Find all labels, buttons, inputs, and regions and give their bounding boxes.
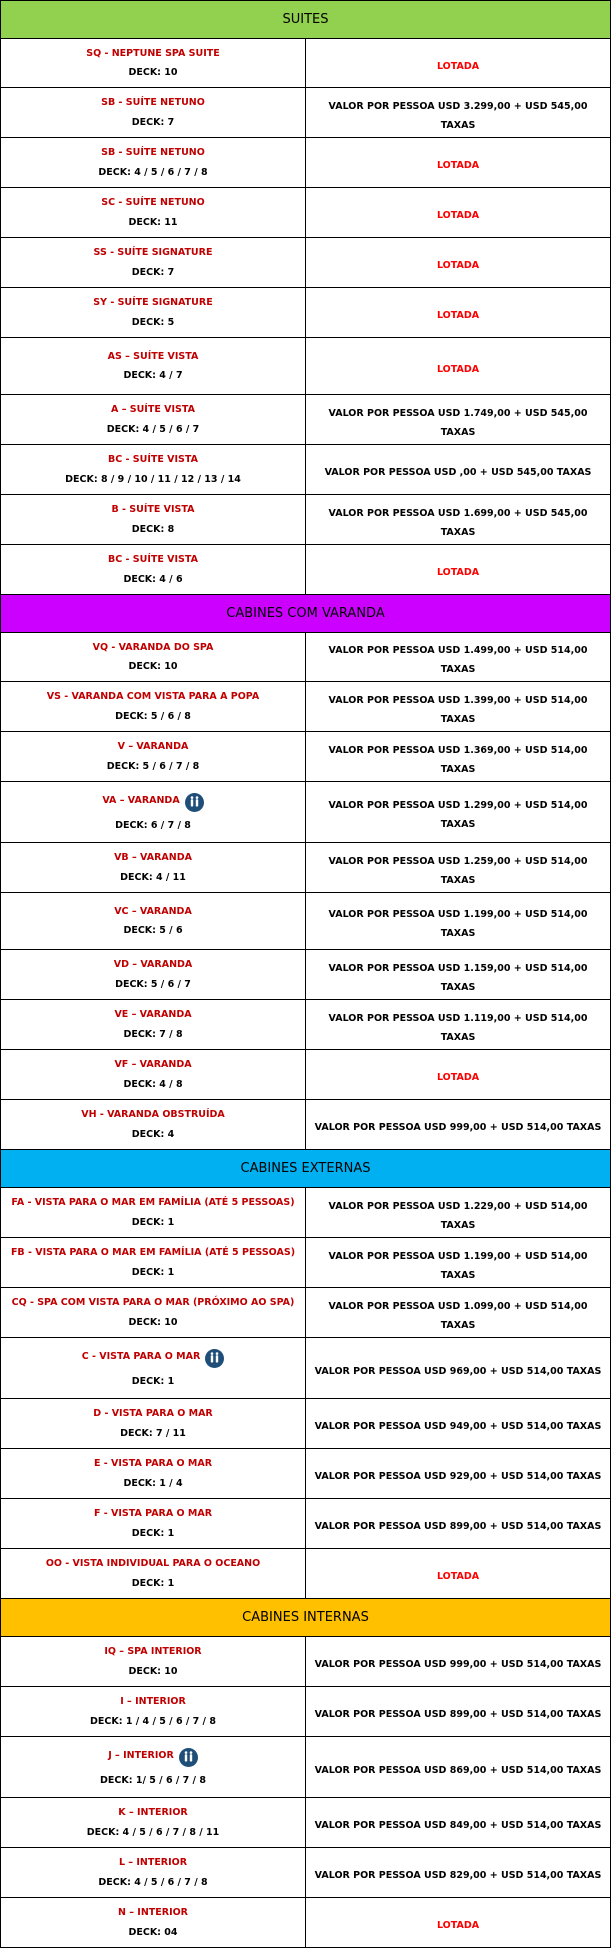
cabin-deck: DECK: 4 — [131, 1128, 175, 1140]
cabin-category-name: C - VISTA PARA O MAR — [81, 1350, 201, 1362]
cabin-category-line — [5, 1109, 301, 1120]
cabin-category-line — [5, 1748, 301, 1767]
table-row — [1, 1050, 611, 1100]
table-row — [1, 1100, 611, 1150]
cabin-category-name: FA - VISTA PARA O MAR EM FAMÍLIA (ATÉ 5 PESSOAS) — [11, 1197, 295, 1209]
cabin-deck: DECK: 7 / 8 — [123, 1028, 183, 1040]
price-per-person: VALOR POR PESSOA USD 949,00 + USD 514,00 TAXAS — [314, 1421, 602, 1432]
cabin-category-name: VB – VARANDA — [114, 852, 192, 864]
cabin-category-name: J – INTERIOR — [108, 1749, 174, 1761]
cabin-name-cell — [1, 950, 306, 1000]
cabin-deck: DECK: 1 — [131, 1266, 175, 1278]
table-row — [1, 138, 611, 188]
cabin-category-name: D - VISTA PARA O MAR — [93, 1408, 213, 1420]
cabin-name-cell — [1, 1549, 306, 1599]
table-row — [1, 1338, 611, 1399]
cabin-deck: DECK: 4 / 5 / 6 / 7 / 8 — [98, 1876, 208, 1888]
cabin-name-cell — [1, 782, 306, 843]
cabin-category-line — [5, 1247, 301, 1258]
cabin-price-cell — [306, 88, 611, 138]
accessible-cabin-icon — [185, 793, 204, 812]
price-per-person: VALOR POR PESSOA USD 3.299,00 + USD 545,00 TAXAS — [328, 100, 588, 131]
cabin-category-line — [5, 1458, 301, 1469]
cabin-category-name: SB - SUÍTE NETUNO — [101, 97, 205, 109]
cabin-price-cell — [306, 950, 611, 1000]
cabin-category-name: FB - VISTA PARA O MAR EM FAMÍLIA (ATÉ 5 PESSOAS) — [10, 1247, 296, 1259]
cabin-name-cell — [1, 1898, 306, 1948]
cabin-price-cell — [306, 1737, 611, 1798]
cabin-name-cell — [1, 39, 306, 88]
cabin-price-cell — [306, 495, 611, 545]
cabin-name-cell — [1, 188, 306, 238]
price-per-person: VALOR POR PESSOA USD 1.229,00 + USD 514,00 TAXAS — [328, 1200, 588, 1231]
sold-out-label: LOTADA — [436, 210, 480, 221]
accessible-cabin-icon — [205, 1349, 224, 1368]
cabin-name-cell — [1, 545, 306, 595]
cabin-category-name: SS - SUÍTE SIGNATURE — [93, 247, 213, 259]
cabin-category-name: OO - VISTA INDIVIDUAL PARA O OCEANO — [45, 1558, 261, 1570]
cabin-name-cell — [1, 1848, 306, 1898]
sold-out-label: LOTADA — [436, 363, 480, 375]
cabin-deck: DECK: 04 — [128, 1926, 178, 1938]
table-row — [1, 1898, 611, 1948]
price-per-person: VALOR POR PESSOA USD 1.259,00 + USD 514,00 TAXAS — [328, 855, 588, 886]
cabin-category-name: CQ - SPA COM VISTA PARA O MAR (PRÓXIMO AO SPA) — [11, 1297, 295, 1309]
cabin-price-cell — [306, 1050, 611, 1100]
cabin-category-line — [5, 297, 301, 308]
cabin-deck: DECK: 7 / 11 — [120, 1427, 186, 1439]
cabin-price-cell — [306, 1499, 611, 1549]
cabin-name-cell — [1, 288, 306, 338]
cabin-deck: DECK: 10 — [128, 1316, 178, 1328]
table-row — [1, 1399, 611, 1449]
cabin-category-line — [5, 48, 301, 59]
cabin-category-name: SB - SUÍTE NETUNO — [101, 147, 205, 159]
cabin-category-line — [5, 454, 301, 465]
table-row — [1, 39, 611, 88]
cabin-category-line — [5, 1558, 301, 1569]
table-row — [1, 1848, 611, 1898]
table-row — [1, 1238, 611, 1288]
cabin-price-cell — [306, 1288, 611, 1338]
price-per-person: VALOR POR PESSOA USD 1.749,00 + USD 545,00 TAXAS — [328, 407, 588, 438]
cabin-category-name: B - SUÍTE VISTA — [111, 504, 195, 516]
cabin-price-cell — [306, 1848, 611, 1898]
accessible-cabin-icon — [179, 1748, 198, 1767]
cabin-deck: DECK: 10 — [128, 661, 178, 672]
table-row — [1, 1499, 611, 1549]
cabin-deck: DECK: 11 — [128, 216, 178, 228]
table-row — [1, 782, 611, 843]
cabin-price-cell — [306, 1100, 611, 1150]
cabin-deck: DECK: 5 / 6 / 7 — [115, 978, 191, 990]
price-per-person: VALOR POR PESSOA USD 1.199,00 + USD 514,00 TAXAS — [328, 909, 588, 939]
table-row — [1, 1737, 611, 1798]
cabin-price-cell — [306, 1549, 611, 1599]
cabin-name-cell — [1, 843, 306, 893]
sold-out-label: LOTADA — [436, 310, 480, 321]
cabin-price-cell — [306, 1188, 611, 1238]
cabin-price-cell — [306, 138, 611, 188]
cabin-price-cell — [306, 338, 611, 395]
price-per-person: VALOR POR PESSOA USD 1.369,00 + USD 514,00 TAXAS — [328, 744, 588, 775]
cabin-category-line — [5, 554, 301, 565]
cabin-category-line — [5, 906, 301, 917]
table-row — [1, 1798, 611, 1848]
cabin-name-cell — [1, 1288, 306, 1338]
sold-out-label: LOTADA — [436, 1920, 480, 1931]
cabin-name-cell — [1, 395, 306, 445]
cabin-category-line — [5, 1907, 301, 1918]
cabin-price-cell — [306, 1338, 611, 1399]
cabin-deck: DECK: 1 — [131, 1577, 175, 1589]
cabin-category-line — [5, 741, 301, 752]
price-per-person: VALOR POR PESSOA USD 1.159,00 + USD 514,00 TAXAS — [328, 962, 588, 993]
price-per-person: VALOR POR PESSOA USD 869,00 + USD 514,00 TAXAS — [314, 1764, 602, 1776]
cabin-category-name: VC – VARANDA — [114, 905, 192, 917]
section-header-row — [1, 595, 611, 633]
cabin-category-name: VA – VARANDA — [102, 794, 180, 806]
table-row — [1, 1637, 611, 1687]
cabin-name-cell — [1, 1399, 306, 1449]
cabin-deck: DECK: 5 — [131, 316, 175, 328]
cabin-price-cell — [306, 1798, 611, 1848]
cabin-name-cell — [1, 1499, 306, 1549]
cabin-name-cell — [1, 1050, 306, 1100]
sold-out-label: LOTADA — [436, 60, 480, 72]
price-per-person: VALOR POR PESSOA USD 1.399,00 + USD 514,00 TAXAS — [328, 694, 588, 725]
price-per-person: VALOR POR PESSOA USD 829,00 + USD 514,00 TAXAS — [314, 1870, 602, 1881]
cabin-deck: DECK: 10 — [128, 1665, 178, 1677]
table-row — [1, 633, 611, 682]
cabin-category-line — [5, 1508, 301, 1519]
table-row — [1, 545, 611, 595]
section-title: CABINES COM VARANDA — [1, 595, 611, 633]
cabin-category-line — [5, 504, 301, 515]
table-row — [1, 288, 611, 338]
cabin-name-cell — [1, 1737, 306, 1798]
cabin-category-line — [5, 1408, 301, 1419]
cabin-category-line — [5, 1009, 301, 1020]
cabin-name-cell — [1, 682, 306, 732]
cabin-deck: DECK: 4 / 6 — [123, 573, 183, 585]
cabin-deck: DECK: 5 / 6 / 7 / 8 — [106, 760, 200, 772]
cabin-category-line — [5, 147, 301, 158]
price-per-person: VALOR POR PESSOA USD 969,00 + USD 514,00 TAXAS — [314, 1365, 602, 1377]
sold-out-label: LOTADA — [436, 260, 480, 271]
table-row — [1, 395, 611, 445]
cabin-price-cell — [306, 1238, 611, 1288]
cabin-category-line — [5, 351, 301, 362]
cabin-category-name: AS – SUÍTE VISTA — [107, 350, 199, 362]
price-per-person: VALOR POR PESSOA USD ,00 + USD 545,00 TAXAS — [324, 467, 592, 478]
cabin-category-line — [5, 642, 301, 653]
cabin-category-name: VQ - VARANDA DO SPA — [92, 641, 214, 653]
cabin-name-cell — [1, 88, 306, 138]
cabin-name-cell — [1, 1000, 306, 1050]
cabin-category-line — [5, 793, 301, 812]
cabin-category-name: SY - SUÍTE SIGNATURE — [93, 297, 213, 309]
cabin-name-cell — [1, 1338, 306, 1399]
cabin-name-cell — [1, 338, 306, 395]
cabin-deck: DECK: 7 — [131, 116, 175, 128]
table-row — [1, 732, 611, 782]
cabin-deck: DECK: 4 / 5 / 6 / 7 — [106, 423, 200, 435]
cabin-deck: DECK: 7 — [131, 266, 175, 278]
sold-out-label: LOTADA — [436, 1571, 480, 1582]
section-header-row — [1, 1150, 611, 1188]
section-header-row — [1, 1, 611, 39]
price-per-person: VALOR POR PESSOA USD 999,00 + USD 514,00 TAXAS — [314, 1659, 602, 1670]
cabin-price-cell — [306, 1399, 611, 1449]
cabin-price-cell — [306, 1898, 611, 1948]
cabin-price-cell — [306, 288, 611, 338]
cabin-price-cell — [306, 633, 611, 682]
cabin-deck: DECK: 4 / 5 / 6 / 7 / 8 / 11 — [86, 1826, 220, 1838]
table-row — [1, 1449, 611, 1499]
cabin-category-name: N – INTERIOR — [117, 1907, 188, 1919]
cabin-name-cell — [1, 732, 306, 782]
cabin-price-cell — [306, 545, 611, 595]
cabin-deck: DECK: 1/ 5 / 6 / 7 / 8 — [100, 1774, 206, 1786]
section-title: SUITES — [1, 1, 611, 39]
cabin-category-line — [5, 197, 301, 208]
cabin-name-cell — [1, 1637, 306, 1687]
sold-out-label: LOTADA — [436, 160, 480, 171]
table-row — [1, 338, 611, 395]
cabin-deck: DECK: 4 / 7 — [123, 370, 183, 381]
cabin-category-name: VD – VARANDA — [113, 959, 193, 971]
cabin-price-cell — [306, 1687, 611, 1737]
cabin-price-cell — [306, 395, 611, 445]
price-per-person: VALOR POR PESSOA USD 1.199,00 + USD 514,00 TAXAS — [328, 1250, 588, 1281]
cabin-deck: DECK: 8 — [131, 523, 175, 535]
price-per-person: VALOR POR PESSOA USD 899,00 + USD 514,00 TAXAS — [314, 1521, 602, 1532]
cabin-category-name: BC - SUÍTE VISTA — [108, 454, 198, 466]
price-per-person: VALOR POR PESSOA USD 1.699,00 + USD 545,00 TAXAS — [328, 507, 588, 538]
cabin-name-cell — [1, 1238, 306, 1288]
cabin-price-cell — [306, 1637, 611, 1687]
cabin-deck: DECK: 1 — [131, 1216, 175, 1228]
cabin-deck: DECK: 4 / 11 — [120, 871, 186, 883]
cabin-name-cell — [1, 138, 306, 188]
price-per-person: VALOR POR PESSOA USD 849,00 + USD 514,00 TAXAS — [314, 1820, 602, 1831]
section-title: CABINES EXTERNAS — [1, 1150, 611, 1188]
table-row — [1, 1549, 611, 1599]
cabin-category-name: VS - VARANDA COM VISTA PARA A POPA — [46, 691, 260, 703]
table-row — [1, 1000, 611, 1050]
cabin-category-line — [5, 852, 301, 863]
cabin-deck: DECK: 1 / 4 — [123, 1477, 183, 1489]
cabin-category-line — [5, 247, 301, 258]
cabin-deck: DECK: 8 / 9 / 10 / 11 / 12 / 13 / 14 — [65, 473, 241, 485]
cabin-name-cell — [1, 1798, 306, 1848]
cabin-name-cell — [1, 893, 306, 950]
table-row — [1, 495, 611, 545]
cabin-category-line — [5, 404, 301, 415]
cabin-deck: DECK: 1 / 4 / 5 / 6 / 7 / 8 — [90, 1715, 216, 1727]
cabin-category-line — [5, 1857, 301, 1868]
cabin-category-name: VH - VARANDA OBSTRUÍDA — [81, 1109, 225, 1121]
cabin-deck: DECK: 1 — [131, 1527, 175, 1539]
table-row — [1, 1188, 611, 1238]
cabin-price-cell — [306, 732, 611, 782]
cabin-price-cell — [306, 1449, 611, 1499]
table-row — [1, 893, 611, 950]
cabin-category-line — [5, 691, 301, 702]
section-header-row — [1, 1599, 611, 1637]
price-per-person: VALOR POR PESSOA USD 999,00 + USD 514,00 TAXAS — [314, 1122, 602, 1133]
cabin-price-cell — [306, 893, 611, 950]
cabin-price-cell — [306, 1000, 611, 1050]
price-per-person: VALOR POR PESSOA USD 1.099,00 + USD 514,00 TAXAS — [328, 1300, 588, 1331]
cabin-category-line — [5, 959, 301, 970]
cabin-deck: DECK: 1 — [131, 1375, 175, 1387]
cabin-category-line — [5, 1696, 301, 1707]
cabin-name-cell — [1, 495, 306, 545]
cabin-category-line — [5, 1059, 301, 1070]
cabin-name-cell — [1, 1100, 306, 1150]
cabin-category-name: SC - SUÍTE NETUNO — [101, 197, 205, 209]
cabin-deck: DECK: 4 / 5 / 6 / 7 / 8 — [98, 166, 208, 178]
cabin-name-cell — [1, 633, 306, 682]
price-per-person: VALOR POR PESSOA USD 1.119,00 + USD 514,00 TAXAS — [328, 1012, 588, 1043]
cabin-category-line — [5, 1646, 301, 1657]
price-per-person: VALOR POR PESSOA USD 1.299,00 + USD 514,00 TAXAS — [328, 800, 588, 830]
cabin-price-cell — [306, 445, 611, 495]
cabin-name-cell — [1, 1188, 306, 1238]
cabin-category-name: K – INTERIOR — [118, 1807, 188, 1819]
table-row — [1, 445, 611, 495]
section-title: CABINES INTERNAS — [1, 1599, 611, 1637]
table-row — [1, 950, 611, 1000]
table-row — [1, 1687, 611, 1737]
cabin-category-line — [5, 1297, 301, 1308]
price-per-person: VALOR POR PESSOA USD 899,00 + USD 514,00 TAXAS — [314, 1709, 602, 1720]
cabin-category-name: IQ – SPA INTERIOR — [104, 1646, 202, 1658]
cabin-category-name: BC - SUÍTE VISTA — [108, 554, 198, 566]
table-row — [1, 188, 611, 238]
table-row — [1, 682, 611, 732]
sold-out-label: LOTADA — [436, 567, 480, 578]
cabin-price-cell — [306, 188, 611, 238]
cabin-category-name: VF – VARANDA — [114, 1059, 192, 1071]
table-row — [1, 238, 611, 288]
table-row — [1, 1288, 611, 1338]
cabin-name-cell — [1, 1449, 306, 1499]
cabin-deck: DECK: 4 / 8 — [123, 1078, 183, 1090]
cabin-category-name: I – INTERIOR — [120, 1696, 186, 1708]
cabin-category-name: E - VISTA PARA O MAR — [93, 1458, 213, 1470]
cabin-price-cell — [306, 782, 611, 843]
cabin-deck: DECK: 6 / 7 / 8 — [115, 819, 191, 831]
cabin-name-cell — [1, 1687, 306, 1737]
cabin-name-cell — [1, 445, 306, 495]
table-row — [1, 843, 611, 893]
table-row — [1, 88, 611, 138]
cabin-category-name: SQ - NEPTUNE SPA SUITE — [86, 47, 220, 59]
cabin-category-name: L – INTERIOR — [118, 1857, 188, 1869]
cabin-price-cell — [306, 39, 611, 88]
cabin-category-name: V – VARANDA — [117, 741, 189, 753]
cabin-deck: DECK: 5 / 6 — [123, 925, 183, 936]
price-per-person: VALOR POR PESSOA USD 1.499,00 + USD 514,00 TAXAS — [328, 645, 588, 675]
cabin-category-line — [5, 97, 301, 108]
sold-out-label: LOTADA — [436, 1072, 480, 1083]
cabin-category-name: F - VISTA PARA O MAR — [93, 1508, 213, 1520]
cabin-category-line — [5, 1197, 301, 1208]
cabin-name-cell — [1, 238, 306, 288]
cabin-category-name: VE – VARANDA — [114, 1009, 192, 1021]
cabin-category-line — [5, 1349, 301, 1368]
cabin-category-line — [5, 1807, 301, 1818]
cabin-deck: DECK: 5 / 6 / 8 — [115, 710, 191, 722]
cabin-category-name: A – SUÍTE VISTA — [111, 404, 195, 416]
cabin-price-cell — [306, 843, 611, 893]
cabin-price-cell — [306, 238, 611, 288]
cabin-deck: DECK: 10 — [128, 67, 178, 78]
price-per-person: VALOR POR PESSOA USD 929,00 + USD 514,00 TAXAS — [314, 1471, 602, 1482]
cabin-price-cell — [306, 682, 611, 732]
